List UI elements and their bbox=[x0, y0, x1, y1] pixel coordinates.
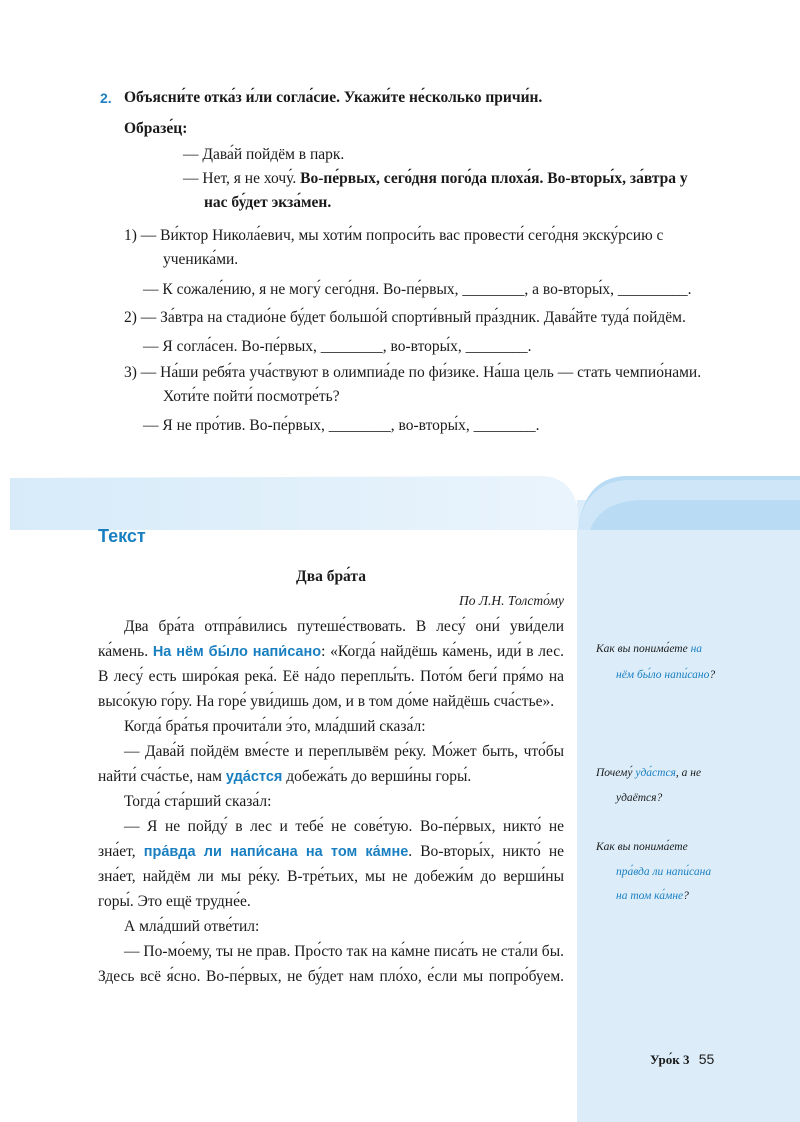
text-line bbox=[98, 639, 564, 666]
sample-line-2 bbox=[183, 170, 688, 188]
note-text: , а не bbox=[675, 767, 702, 779]
highlight-phrase: На нём бы́ло напи́сано bbox=[152, 644, 322, 660]
margin-note-3-line-3 bbox=[616, 890, 689, 902]
text-fragment: добежа́ть до верши́ны горы́. bbox=[282, 768, 472, 785]
text-line: В лесу́ есть широ́кая река́. Её на́до переплы́ть. Пото́м беги́ пря́мо на bbox=[98, 668, 564, 685]
note-highlight: на bbox=[690, 643, 703, 655]
item-3-answer: — Я не про́тив. Во-пе́рвых, ________, во-вторы́х, ________. bbox=[143, 417, 540, 434]
margin-note-1-line-2 bbox=[616, 669, 715, 681]
margin-note-3-line-2 bbox=[616, 866, 711, 878]
text-line bbox=[98, 764, 564, 791]
note-highlight: пра́вда ли напи́сана bbox=[616, 866, 712, 878]
page-number: 55 bbox=[698, 1051, 715, 1067]
text-line: зна́ет, найдём ли мы ре́ку. В-тре́тьих, мы не добежи́м до верши́ны bbox=[98, 868, 564, 885]
text-line: Два бра́та отпра́вились путеше́ствовать. В лесу́ они́ уви́дели bbox=[124, 618, 564, 635]
text-line: — По-мо́ему, ты не прав. Про́сто так на ка́мне писа́ть не ста́ли бы. bbox=[124, 943, 564, 960]
text-line: горы́. Это ещё трудне́е. bbox=[98, 893, 251, 910]
sample-line-1: — Дава́й пойдём в парк. bbox=[183, 146, 345, 163]
wave-decoration bbox=[0, 470, 800, 530]
text-line bbox=[98, 839, 564, 866]
item-3-question: 3) — На́ши ребя́та уча́ствуют в олимпиа́де по фи́зике. На́ша цель — стать чемпио́нами. bbox=[124, 364, 702, 381]
note-highlight: уда́стся bbox=[635, 767, 676, 779]
margin-note-1-line-1 bbox=[596, 643, 702, 655]
note-text: Как вы понима́ете bbox=[596, 643, 691, 655]
lesson-label: Уро́к 3 bbox=[650, 1052, 690, 1067]
exercise-number: 2. bbox=[100, 90, 112, 106]
text-line: высо́кую го́ру. На горе́ уви́дишь дом, и в том до́ме найдёшь сча́стье». bbox=[98, 693, 555, 710]
text-line: Здесь всё я́сно. Во-пе́рвых, не бу́дет нам пло́хо, е́сли мы попро́буем. bbox=[98, 968, 564, 985]
note-highlight: нём бы́ло напи́сано bbox=[616, 669, 710, 681]
sample-line-2-plain: — Нет, я не хочу́. bbox=[183, 170, 301, 187]
sample-line-3: нас бу́дет экза́мен. bbox=[204, 194, 332, 211]
page-footer bbox=[650, 1051, 714, 1068]
margin-note-3-line-1: Как вы понима́ете bbox=[596, 841, 688, 853]
margin-note-2-line-1 bbox=[596, 767, 701, 779]
text-line: А мла́дший отве́тил: bbox=[124, 918, 260, 935]
item-1-question-cont: ученика́ми. bbox=[163, 251, 239, 268]
note-text: ? bbox=[709, 669, 716, 681]
text-author: По Л.Н. Толсто́му bbox=[459, 593, 564, 608]
text-line: — Дава́й пойдём вме́сте и переплывём ре́ку. Мо́жет быть, что́бы bbox=[124, 743, 564, 760]
text-line: — Я не пойду́ в лес и тебе́ не сове́тую. Во-пе́рвых, никто́ не bbox=[124, 818, 564, 835]
text-title: Два бра́та bbox=[296, 568, 366, 585]
text-line: Тогда́ ста́рший сказа́л: bbox=[124, 793, 272, 810]
item-1-question: 1) — Ви́ктор Никола́евич, мы хоти́м попроси́ть вас провести́ сего́дня экску́рсию с bbox=[124, 227, 664, 244]
exercise-instruction: Объясни́те отка́з и́ли согла́сие. Укажи́те не́сколько причи́н. bbox=[124, 89, 543, 106]
section-heading: Текст bbox=[98, 526, 146, 546]
text-fragment: зна́ет, bbox=[98, 843, 144, 860]
highlight-phrase: пра́вда ли напи́сана на том ка́мне bbox=[143, 844, 409, 860]
note-highlight: на том ка́мне bbox=[616, 890, 684, 902]
highlight-word: уда́стся bbox=[225, 769, 283, 785]
sidebar-panel bbox=[577, 500, 800, 1122]
item-2-answer: — Я согла́сен. Во-пе́рвых, ________, во-вторы́х, ________. bbox=[143, 338, 532, 355]
text-fragment: найти́ сча́стье, нам bbox=[98, 768, 226, 785]
item-2-question: 2) — За́втра на стадио́не бу́дет большо́й спорти́вный пра́здник. Дава́йте туда́ пойдём. bbox=[124, 309, 686, 326]
note-text: ? bbox=[683, 890, 689, 902]
item-1-answer: — К сожале́нию, я не могу́ сего́дня. Во-пе́рвых, ________, а во-вторы́х, _________. bbox=[143, 281, 692, 298]
text-line: Когда́ бра́тья прочита́ли э́то, мла́дший сказа́л: bbox=[124, 718, 426, 735]
text-fragment: ка́мень. bbox=[98, 643, 153, 660]
sample-line-2-bold: Во-пе́рвых, сего́дня пого́да плоха́я. Во-вторы́х, за́втра у bbox=[300, 170, 688, 187]
sample-label: Образе́ц: bbox=[124, 120, 188, 137]
text-fragment: . Во-вторы́х, никто́ не bbox=[408, 843, 564, 860]
margin-note-2-line-2: удаётся? bbox=[616, 792, 663, 804]
item-3-question-cont: Хоти́те пойти́ посмотре́ть? bbox=[163, 388, 340, 405]
text-fragment: : «Когда́ найдёшь ка́мень, иди́ в лес. bbox=[321, 643, 564, 660]
note-text: Почему́ bbox=[596, 767, 636, 779]
